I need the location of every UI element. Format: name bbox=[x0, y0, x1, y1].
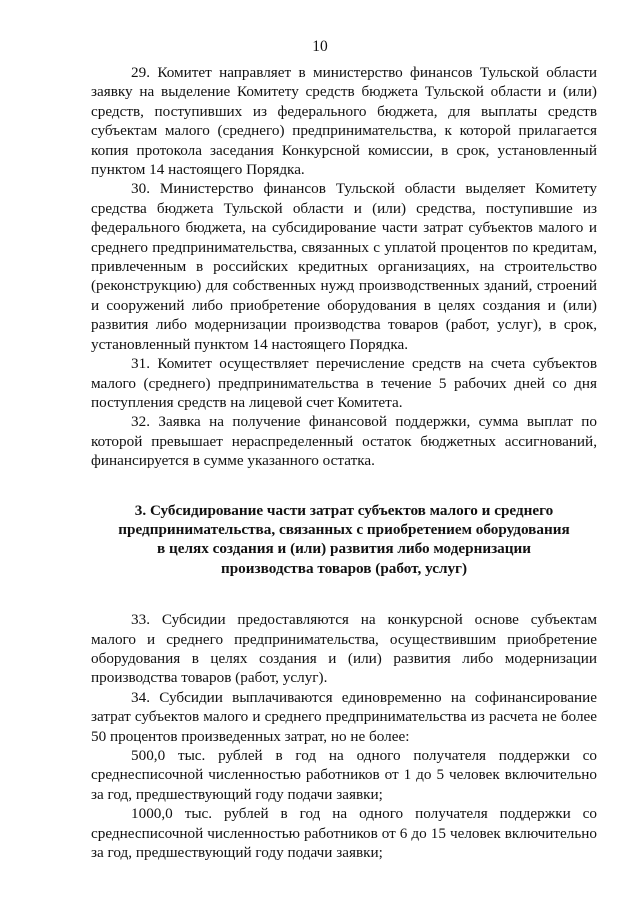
section-heading-line: производства товаров (работ, услуг) bbox=[220, 559, 468, 577]
document-body bbox=[91, 63, 597, 862]
section-heading-line: 3. Субсидирование части затрат субъектов малого и среднего bbox=[134, 501, 554, 519]
paragraph-34-item-2: 1000,0 тыс. рублей в год на одного получателя поддержки со среднесписочной численностью работников от 6 до 15 человек включительно за год, предшествующий году подачи заявки; bbox=[91, 805, 597, 862]
paragraph-30: 30. Министерство финансов Тульской области выделяет Комитету средства бюджета Тульской области и (или) средства, поступившие из федерального бюджета, на субсидирование части затрат субъектов малого и среднего предпринимательства, связанных с уплатой процентов по кредитам, привлеченным в российских кредитных организациях, на строительство (реконструкцию) для собственных нужд производственных зданий, строений и сооружений либо приобретение оборудования в целях создания и (или) развития либо модернизации производства товаров (работ, услуг), в срок, установленный пунктом 14 настоящего Порядка. bbox=[91, 180, 597, 353]
page-number: 10 bbox=[312, 38, 328, 55]
paragraph-34-item-1: 500,0 тыс. рублей в год на одного получателя поддержки со среднесписочной численностью работников от 1 до 5 человек включительно за год, предшествующий году подачи заявки; bbox=[91, 747, 597, 803]
paragraph-34: 34. Субсидии выплачиваются единовременно на софинансирование затрат субъектов малого и среднего предпринимательства из расчета не более 50 процентов произведенных затрат, но не более: bbox=[91, 688, 597, 745]
paragraph-33: 33. Субсидии предоставляются на конкурсной основе субъектам малого и среднего предпринимательства, осуществившим приобретение оборудования в целях создания и (или) развития либо модернизации производства товаров (работ, услуг). bbox=[91, 611, 597, 687]
paragraph-31: 31. Комитет осуществляет перечисление средств на счета субъектов малого (среднего) предпринимательства в течение 5 рабочих дней со дня поступления средств на лицевой счет Комитета. bbox=[91, 355, 597, 411]
section-heading-line: в целях создания и (или) развития либо модернизации bbox=[156, 540, 532, 558]
paragraph-29: 29. Комитет направляет в министерство финансов Тульской области заявку на выделение Комитету средств бюджета Тульской области и (или) средств, поступивших из федерального бюджета, для выплаты средств субъектам малого (среднего) предпринимательства, к которой прилагается копия протокола заседания Конкурсной комиссии, в срок, установленный пунктом 14 настоящего Порядка. bbox=[91, 64, 597, 179]
paragraph-32: 32. Заявка на получение финансовой поддержки, сумма выплат по которой превышает нераспределенный остаток бюджетных ассигнований, финансируется в сумме указанного остатка. bbox=[91, 413, 597, 470]
section-heading bbox=[91, 501, 597, 579]
section-heading-line: предпринимательства, связанных с приобретением оборудования bbox=[118, 520, 570, 538]
